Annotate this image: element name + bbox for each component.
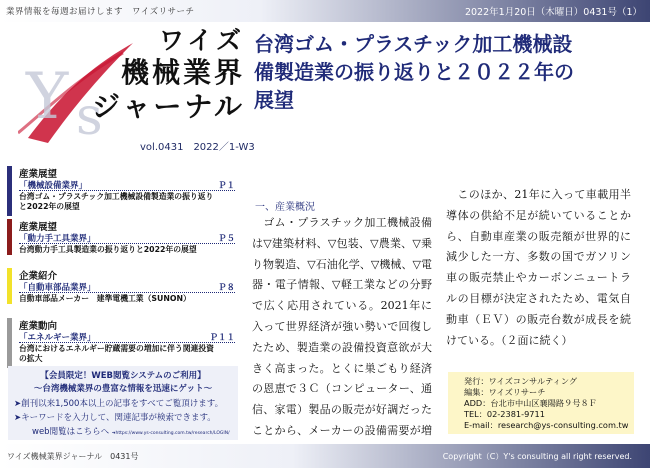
publisher-box	[448, 372, 634, 434]
address-line: ADD：台北市中山区襄陽路９号８Ｆ	[464, 398, 597, 408]
headline-line2: 備製造業の振り返りと２０２２年の	[254, 60, 574, 84]
toc-description: 台湾ゴム・プラスチック加工機械設備製造業の振り返り と2022年の展望	[19, 192, 214, 211]
headline-line3: 展望	[254, 88, 294, 112]
toc-page: Ｐ１１	[209, 333, 235, 343]
promo-bullet-2: ➤キーワードを入力して、関連記事が検索できます。	[14, 413, 216, 423]
masthead-line2: 機械業界	[120, 56, 245, 89]
web-url[interactable]: ➜https://www.ys-consulting.com.tw/research/LOGIN/	[111, 431, 230, 436]
article-column-2: このほか、21年に入って車載用半導体の供給不足が続いていることから、自動車産業の販売額が世界的に減少した一方、多数の国でガソリン車の販売禁止やカーボンニュートラルの目標が決定されたため、電気自動車（ＥＶ）の販売台数が成長を続けている。（２面に続く）	[446, 188, 631, 347]
promo-title: 【会員限定！WEB閲覧システムのご利用】	[40, 371, 206, 381]
toc-page: Ｐ５	[217, 234, 235, 244]
tel-line: TEL：02-2381-9711	[464, 409, 545, 419]
toc-subtitle: 「動力手工具業界」 Ｐ５	[19, 234, 235, 244]
toc-page: Ｐ８	[217, 283, 235, 293]
email-line[interactable]: E-mail：research@ys-consulting.com.tw	[464, 420, 629, 430]
headline-line1: 台湾ゴム・プラスチック加工機械設	[254, 32, 573, 56]
svg-text:Y: Y	[26, 60, 69, 134]
footer-bar	[0, 444, 650, 468]
tagline: 業界情報を毎週お届けします ワイズリサーチ	[6, 7, 195, 17]
promo-subtitle: ～台湾機械業界の豊富な情報を迅速にゲット～	[33, 384, 213, 394]
masthead-title	[70, 26, 245, 124]
footer-title: ワイズ機械業界ジャーナル 0431号	[7, 452, 139, 461]
web-view-link[interactable]: web閲覧はこちらへ ➜https://www.ys-consulting.com.tw/research/LOGIN/	[32, 427, 230, 437]
copyright: Copyright（C）Y's consulting all right reserved.	[442, 452, 632, 461]
toc-color-bar	[7, 268, 12, 304]
publisher-line: 発行：ワイズコンサルティング	[464, 376, 578, 386]
headline	[254, 30, 644, 114]
toc-page: Ｐ１	[217, 181, 235, 191]
toc-color-bar	[7, 166, 12, 216]
toc-description: 台湾におけるエネルギー貯蔵需要の増加に伴う関連投資 の拡大	[19, 344, 214, 363]
toc-color-bar	[7, 318, 12, 368]
top-banner	[0, 0, 650, 22]
issue-date: 2022年1月20日（木曜日）0431号（1）	[464, 7, 642, 18]
toc-color-bar	[7, 219, 12, 255]
toc-category: 産業動向	[19, 321, 58, 332]
toc-subtitle: 「自動車部品業界」 Ｐ８	[19, 283, 235, 293]
svg-text:s: s	[76, 87, 103, 147]
section-heading: 一、産業概況	[255, 202, 315, 213]
masthead-line3: ジャーナル	[91, 90, 245, 123]
masthead-line1: ワイズ	[158, 26, 245, 55]
editor-line: 編集：ワイズリサーチ	[464, 387, 546, 397]
volume-label: vol.0431 2022／1-W3	[140, 142, 255, 153]
toc-category: 企業紹介	[19, 271, 58, 282]
toc-subtitle: 「エネルギー業界」 Ｐ１１	[19, 333, 235, 343]
promo-bullet-1: ➤創刊以来1,500本以上の記事をすべてご覧頂けます。	[14, 399, 224, 409]
web-promo-box	[8, 366, 238, 440]
toc-description: 台湾動力手工具製造業の振り返りと2022年の展望	[19, 245, 197, 254]
toc-subtitle: 「機械設備業界」 Ｐ１	[19, 181, 235, 191]
article-column-1: ゴム・プラスチック加工機械設備は▽建築材料、▽包装、▽農業、▽乗り物製造、▽石油化学、▽機械、▽電器・電子情報、▽軽工業などの分野で広く応用されている。2021年に入って世界経済が強い勢いで回復したため、製造業の設備投資意欲が大きく高まった。とくに巣ごもり経済の恩恵で３Ｃ（コンピューター、通信、家電）製品の販売が好調だったことから、メーカーの設備需要が増	[252, 216, 432, 437]
toc-description: 自動車部品メーカー 建準電機工業（SUNON）	[19, 294, 191, 303]
toc-category: 産業展望	[19, 222, 58, 233]
toc-category: 産業展望	[19, 169, 58, 180]
